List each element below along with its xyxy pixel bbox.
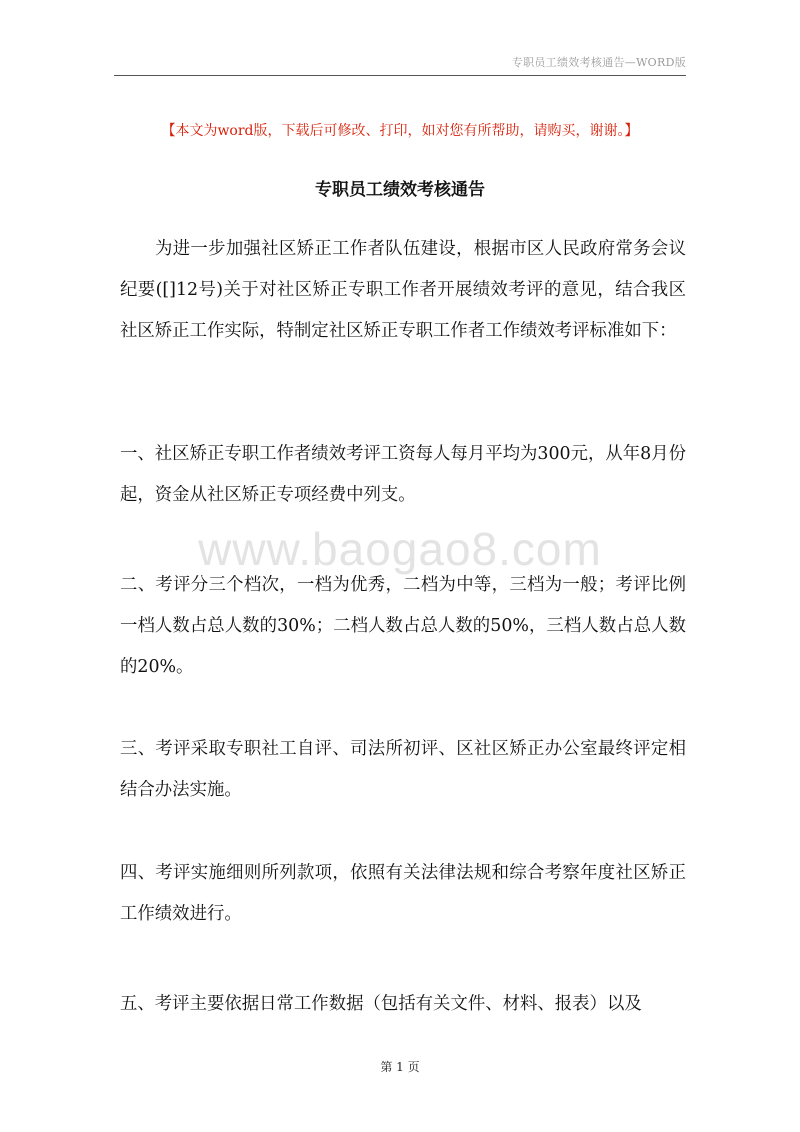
clause-2-paragraph: 二、考评分三个档次，一档为优秀，二档为中等，三档为一般；考评比例一档人数占总人数的30%；二档人数占总人数的50%，三档人数占总人数的20%。	[120, 575, 686, 677]
clause-5-paragraph: 五、考评主要依据日常工作数据（包括有关文件、材料、报表）以及	[120, 994, 642, 1014]
header-divider	[114, 75, 686, 76]
site-watermark: www.baogao8.com	[198, 523, 602, 575]
clause-3-paragraph: 三、考评采取专职社工自评、司法所初评、区社区矫正办公室最终评定相结合办法实施。	[120, 739, 686, 800]
intro-paragraph: 为进一步加强社区矫正工作者队伍建设，根据市区人民政府常务会议纪要([]12号)关于对社区矫正专职工作者开展绩效考评的意见，结合我区社区矫正工作实际，特制定社区矫正专职工作者工作绩效考评标准如下：	[120, 239, 686, 341]
clause-4-paragraph: 四、考评实施细则所列款项，依照有关法律法规和综合考察年度社区矫正工作绩效进行。	[120, 863, 686, 924]
document-title: 专职员工绩效考核通告	[315, 180, 485, 200]
purchase-notice: 【本文为word版，下载后可修改、打印，如对您有所帮助，请购买，谢谢。】	[161, 123, 639, 139]
clause-1-paragraph: 一、社区矫正专职工作者绩效考评工资每人每月平均为300元，从年8月份起，资金从社区矫正专项经费中列支。	[120, 444, 686, 505]
running-header: 专职员工绩效考核通告—WORD版	[511, 56, 686, 69]
page-number: 第 1 页	[380, 1060, 420, 1074]
